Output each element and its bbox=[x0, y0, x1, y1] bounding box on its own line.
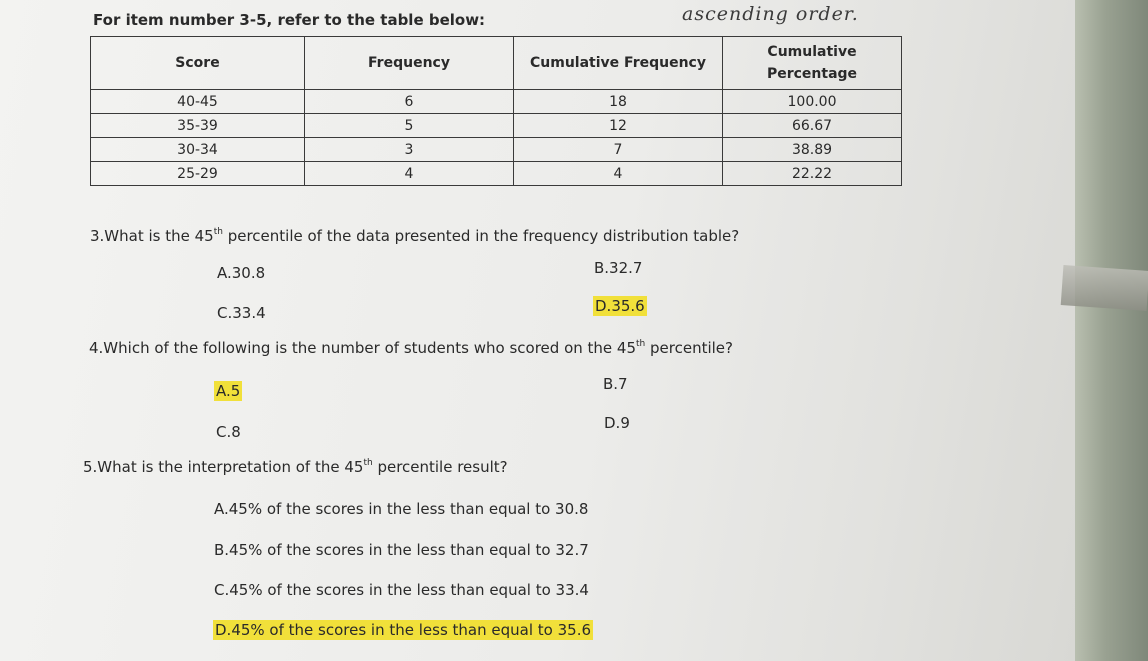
cell-cumulative-frequency: 18 bbox=[514, 90, 723, 114]
background-edge bbox=[1075, 0, 1148, 661]
header-score: Score bbox=[91, 37, 305, 90]
q3-option-d[interactable]: D.35.6 bbox=[595, 297, 645, 315]
cell-cumulative-percentage: 66.67 bbox=[723, 114, 902, 138]
question-5-text-end: percentile result? bbox=[372, 458, 508, 476]
q4-option-d[interactable]: D.9 bbox=[604, 414, 630, 432]
question-4-text: 4.Which of the following is the number of students who scored on the 45 bbox=[89, 339, 636, 357]
cell-frequency: 5 bbox=[305, 114, 514, 138]
cell-cumulative-percentage: 100.00 bbox=[723, 90, 902, 114]
question-3-text: 3.What is the 45 bbox=[90, 227, 214, 245]
cell-frequency: 4 bbox=[305, 162, 514, 186]
question-4 bbox=[89, 339, 733, 357]
cell-score: 35-39 bbox=[91, 114, 305, 138]
cell-frequency: 6 bbox=[305, 90, 514, 114]
q3-option-a[interactable]: A.30.8 bbox=[217, 264, 266, 282]
cell-frequency: 3 bbox=[305, 138, 514, 162]
cell-score: 40-45 bbox=[91, 90, 305, 114]
table-row bbox=[91, 90, 902, 114]
table-row bbox=[91, 162, 902, 186]
header-frequency: Frequency bbox=[305, 37, 514, 90]
q3-option-b[interactable]: B.32.7 bbox=[594, 259, 643, 277]
q5-option-c[interactable]: C.45% of the scores in the less than equal to 33.4 bbox=[214, 581, 589, 599]
q5-option-d[interactable]: D.45% of the scores in the less than equal to 35.6 bbox=[215, 621, 592, 639]
table-row bbox=[91, 114, 902, 138]
q5-option-b[interactable]: B.45% of the scores in the less than equal to 32.7 bbox=[214, 541, 589, 559]
question-3-sup: th bbox=[213, 227, 223, 237]
header-cumulative-frequency: Cumulative Frequency bbox=[514, 37, 723, 90]
handwritten-note: ascending order. bbox=[682, 3, 859, 25]
intro-text: For item number 3-5, refer to the table below: bbox=[93, 11, 486, 29]
frequency-table bbox=[90, 36, 902, 186]
question-4-sup: th bbox=[636, 339, 646, 349]
header-cumulative-percentage: Cumulative Percentage bbox=[723, 37, 902, 90]
question-5-text: 5.What is the interpretation of the 45 bbox=[83, 458, 364, 476]
cell-cumulative-percentage: 22.22 bbox=[723, 162, 902, 186]
question-5 bbox=[83, 458, 508, 476]
question-3-text-end: percentile of the data presented in the frequency distribution table? bbox=[222, 227, 740, 245]
question-4-text-end: percentile? bbox=[645, 339, 733, 357]
q4-option-b[interactable]: B.7 bbox=[603, 375, 628, 393]
q4-option-c[interactable]: C.8 bbox=[216, 423, 241, 441]
question-3 bbox=[90, 227, 739, 245]
background-object bbox=[1061, 265, 1148, 311]
q5-option-a[interactable]: A.45% of the scores in the less than equal to 30.8 bbox=[214, 500, 589, 518]
cell-cumulative-percentage: 38.89 bbox=[723, 138, 902, 162]
cell-cumulative-frequency: 4 bbox=[514, 162, 723, 186]
question-5-sup: th bbox=[363, 458, 373, 468]
q3-option-c[interactable]: C.33.4 bbox=[217, 304, 266, 322]
q4-option-a[interactable]: A.5 bbox=[216, 382, 241, 400]
cell-cumulative-frequency: 7 bbox=[514, 138, 723, 162]
cell-cumulative-frequency: 12 bbox=[514, 114, 723, 138]
table-row bbox=[91, 138, 902, 162]
cell-score: 25-29 bbox=[91, 162, 305, 186]
table-header-row bbox=[91, 37, 902, 90]
cell-score: 30-34 bbox=[91, 138, 305, 162]
